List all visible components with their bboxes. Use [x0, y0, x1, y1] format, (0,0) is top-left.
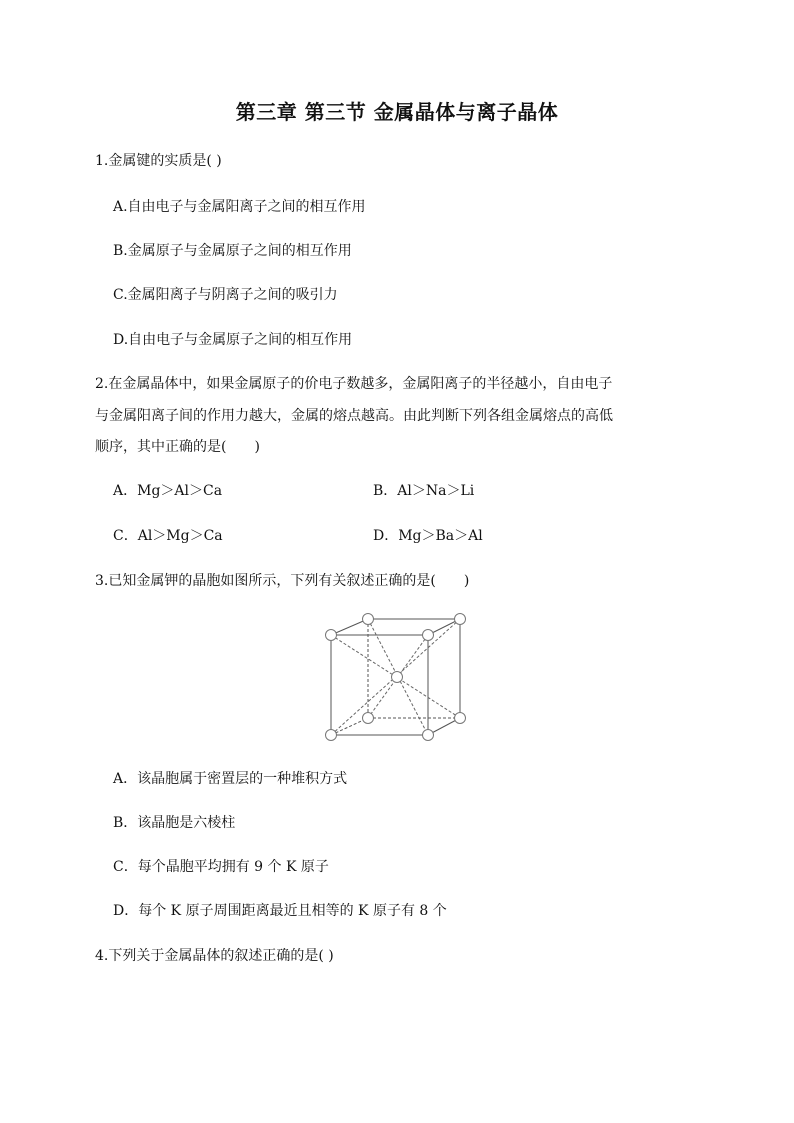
question-4-stem: 4.下列关于金属晶体的叙述正确的是( )	[95, 948, 334, 964]
k-atom-body-center	[392, 672, 403, 683]
question-3-stem: 3.已知金属钾的晶胞如图所示，下列有关叙述正确的是( )	[95, 573, 470, 589]
question-2-option-c: C．Al＞Mg＞Ca	[113, 528, 223, 544]
question-2-stem-line-2: 与金属阳离子间的作用力越大，金属的熔点越高。由此判断下列各组金属熔点的高低	[95, 408, 613, 424]
cell-edge	[331, 619, 368, 635]
question-3-option-c: C．每个晶胞平均拥有 9 个 K 原子	[113, 859, 329, 875]
question-3-option-b: B．该晶胞是六棱柱	[113, 815, 236, 831]
question-2-option-b: B．Al＞Na＞Li	[373, 483, 475, 499]
k-atom-corner	[423, 730, 434, 741]
question-2-stem-line-1: 2.在金属晶体中，如果金属原子的价电子数越多，金属阳离子的半径越小，自由电子	[95, 376, 613, 392]
question-2-option-a: A．Mg＞Al＞Ca	[113, 483, 223, 499]
question-2-option-d: D．Mg＞Ba＞Al	[373, 528, 483, 544]
k-atom-corner	[455, 614, 466, 625]
cell-front-face	[331, 635, 428, 735]
k-atom-corner	[423, 630, 434, 641]
cell-edge-hidden	[331, 718, 368, 735]
question-3-option-a: A．该晶胞属于密置层的一种堆积方式	[113, 771, 348, 787]
question-3-option-d: D．每个 K 原子周围距离最近且相等的 K 原子有 8 个	[113, 903, 447, 919]
k-atom-corner	[455, 713, 466, 724]
question-1-option-a: A.自由电子与金属阳离子之间的相互作用	[113, 199, 366, 215]
k-atom-corner	[326, 630, 337, 641]
page-title: 第三章 第三节 金属晶体与离子晶体	[235, 100, 559, 124]
question-1-stem: 1.金属键的实质是( )	[95, 153, 222, 169]
question-1-option-d: D.自由电子与金属原子之间的相互作用	[113, 332, 353, 348]
k-atom-corner	[363, 713, 374, 724]
bcc-unit-cell-figure	[318, 610, 478, 748]
question-1-option-c: C.金属阳离子与阴离子之间的吸引力	[113, 287, 338, 303]
k-atom-corner	[363, 614, 374, 625]
question-2-stem-line-3: 顺序，其中正确的是( )	[95, 439, 260, 455]
question-1-option-b: B.金属原子与金属原子之间的相互作用	[113, 243, 352, 259]
k-atom-corner	[326, 730, 337, 741]
